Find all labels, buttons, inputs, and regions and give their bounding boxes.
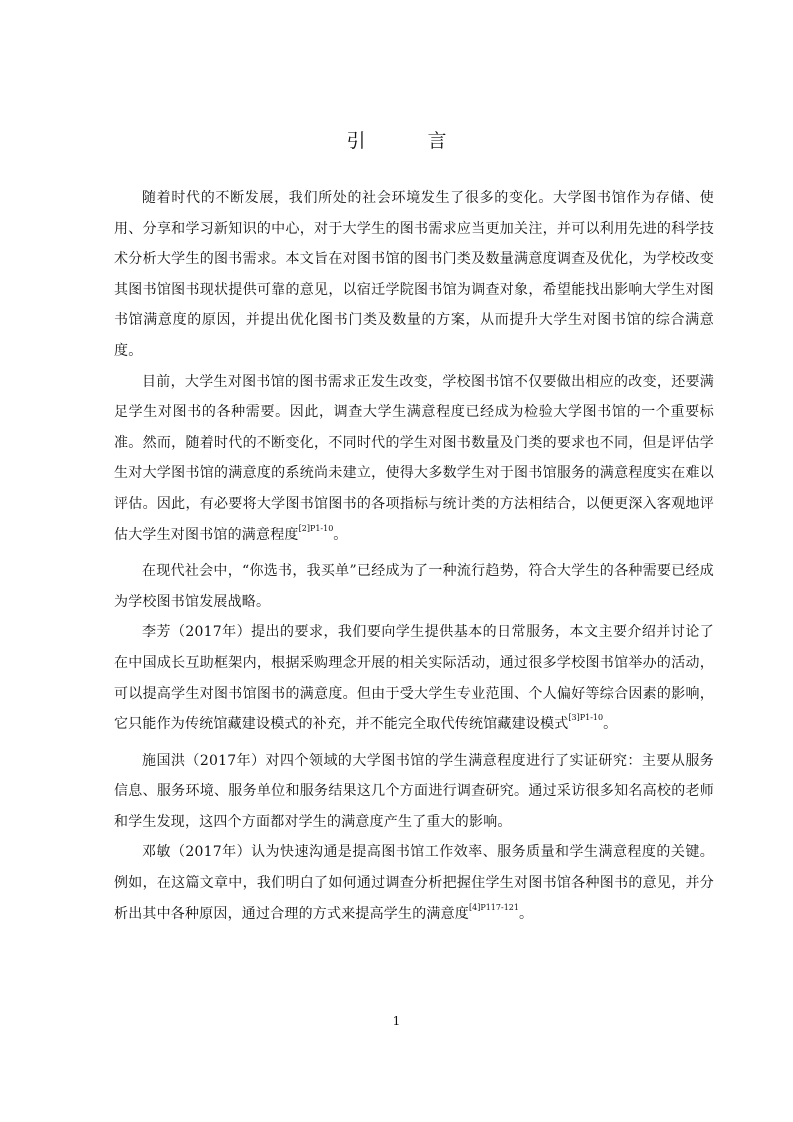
paragraph-4-tail: 。 [603, 716, 618, 733]
paragraph-4-text: 李芳（2017年）提出的要求，我们要向学生提供基本的日常服务，本文主要介绍并讨论了在中国成长互助框架内，根据采购理念开展的相关实际活动，通过很多学校图书馆举办的活动，可以提高学生对图书馆图书的满意度。但由于受大学生专业范围、个人偏好等综合因素的影响，它只能作为传统馆藏建设模式的补充，并不能完全取代传统馆藏建设模式 [114, 624, 714, 733]
paragraph-6-tail: 。 [518, 905, 534, 922]
paragraph-6-text: 邓敏（2017年）认为快速沟通是提高图书馆工作效率、服务质量和学生满意程度的关键。例如，在这篇文章中，我们明白了如何通过调查分析把握住学生对图书馆各种图书的意见，并分析出其中各种原因，通过合理的方式来提高学生的满意度 [114, 844, 714, 922]
citation-3: [3]P1-10 [568, 713, 604, 723]
body-text [114, 183, 714, 929]
paragraph-1-text: 随着时代的不断发展，我们所处的社会环境发生了很多的变化。大学图书馆作为存储、使用、分享和学习新知识的中心，对于大学生的图书需求应当更加关注，并可以利用先进的科学技术分析大学生的图书需求。本文旨在对图书馆的图书门类及数量满意度调查及优化，为学校改变其图书馆图书现状提供可靠的意见，以宿迁学院图书馆为调查对象，希望能找出影响大学生对图书馆满意度的原因，并提出优化图书门类及数量的方案，从而提升大学生对图书馆的综合满意度。 [114, 190, 714, 359]
paragraph-2-tail: 。 [333, 526, 348, 543]
paragraph-4 [114, 617, 714, 739]
page-number: 1 [392, 1014, 401, 1028]
paragraph-6 [114, 837, 714, 929]
citation-4: [4]P117-121 [469, 902, 519, 912]
paragraph-1 [114, 183, 714, 367]
paragraph-2 [114, 367, 714, 551]
paragraph-3-text: 在现代社会中，“你选书，我买单”已经成为了一种流行趋势，符合大学生的各种需要已经成为学校图书馆发展战略。 [114, 563, 714, 610]
paragraph-2-text: 目前，大学生对图书馆的图书需求正发生改变，学校图书馆不仅要做出相应的改变，还要满足学生对图书的各种需要。因此，调查大学生满意程度已经成为检验大学图书馆的一个重要标准。然而，随着时代的不断变化，不同时代的学生对图书数量及门类的要求也不同，但是评估学生对大学图书馆的满意度的系统尚未建立，使得大多数学生对于图书馆服务的满意程度实在难以评估。因此，有必要将大学图书馆图书的各项指标与统计类的方法相结合，以便更深入客观地评估大学生对图书馆的满意程度 [114, 373, 714, 543]
paragraph-5-text: 施国洪（2017年）对四个领域的大学图书馆的学生满意程度进行了实证研究：主要从服务信息、服务环境、服务单位和服务结果这几个方面进行调查研究。通过采访很多知名高校的老师和学生发现，这四个方面都对学生的满意度产生了重大的影响。 [114, 752, 714, 830]
paragraph-3 [114, 556, 714, 617]
section-title: 引 言 [346, 130, 475, 152]
citation-2: [2]P1-10 [298, 523, 334, 533]
paragraph-5 [114, 746, 714, 838]
